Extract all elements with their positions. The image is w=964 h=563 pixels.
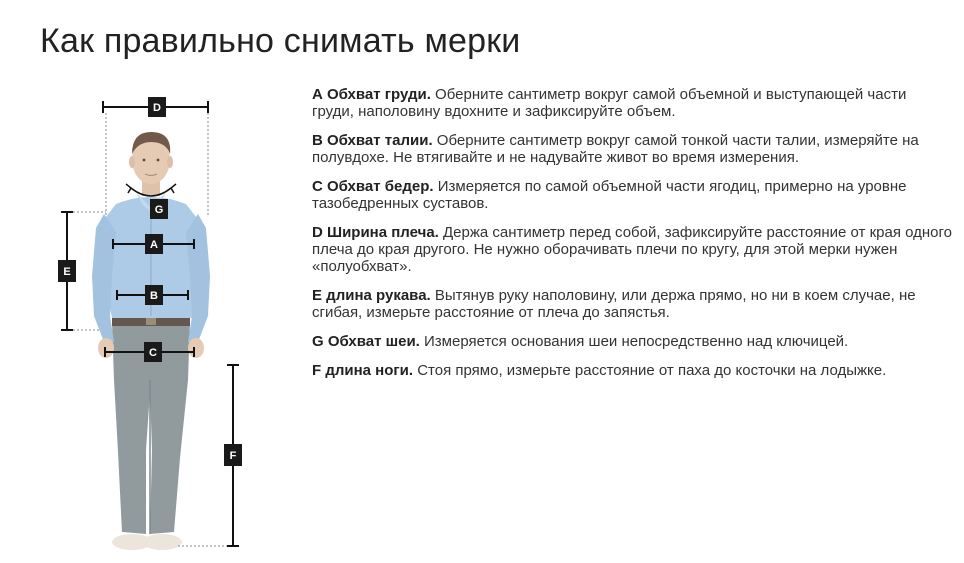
marker-a: A: [150, 239, 158, 251]
legend-item-text: Оберните сантиметр вокруг самой объемной и выступающей части груди, наполовину вдохните и зафиксируйте объем.: [312, 86, 907, 120]
marker-e: E: [63, 266, 71, 278]
legend-item-text: Держа сантиметр перед собой, зафиксируйте расстояние от края одного плеча до края другого. Не нужно оборачивать плечи по кругу, для этой мерки нужен «полуобхват».: [312, 224, 952, 275]
legend-item-g: [312, 333, 952, 350]
marker-c: C: [149, 347, 157, 359]
marker-d: D: [153, 102, 161, 114]
legend-item-text: Вытянув руку наполовину, или держа прямо, но ни в коем случае, не сгибая, измерьте расстояние от плеча до запястья.: [312, 287, 916, 321]
marker-f: F: [229, 450, 237, 462]
legend-item-b: [312, 132, 952, 166]
legend-item-text: Стоя прямо, измерьте расстояние от паха до косточки на лодыжке.: [413, 362, 887, 379]
legend-item-title: E длина рукава.: [312, 287, 431, 304]
man-illustration: [92, 132, 210, 550]
marker-f-group: [178, 365, 242, 546]
marker-b: B: [150, 290, 158, 302]
legend-item-title: F длина ноги.: [312, 362, 414, 379]
legend-item-text: Измеряется по самой объемной части ягодиц, примерно на уровне тазобедренных суставов.: [312, 178, 907, 212]
legend-item-title: В Обхват талии.: [312, 132, 433, 149]
legend-item-title: D Ширина плеча.: [312, 224, 439, 241]
legend-item-text: Измеряется основания шеи непосредственно над ключицей.: [419, 333, 849, 350]
legend-item-a: [312, 86, 952, 120]
marker-g: G: [154, 204, 164, 216]
legend-item-text: Оберните сантиметр вокруг самой тонкой части талии, измеряйте на полувдохе. Не втягивайте и не надувайте живот во время измерения.: [312, 132, 919, 166]
measurement-diagram: [0, 80, 300, 563]
legend-item-e: [312, 287, 952, 321]
legend-item-f: [312, 362, 952, 379]
legend-item-c: [312, 178, 952, 212]
legend-item-title: С Обхват бедер.: [312, 178, 434, 195]
measurement-legend: [312, 86, 952, 391]
legend-item-title: G Обхват шеи.: [312, 333, 420, 350]
body-figure: [0, 80, 300, 563]
page-title: Как правильно снимать мерки: [40, 22, 521, 60]
legend-item-d: [312, 224, 952, 275]
legend-item-title: А Обхват груди.: [312, 86, 431, 103]
